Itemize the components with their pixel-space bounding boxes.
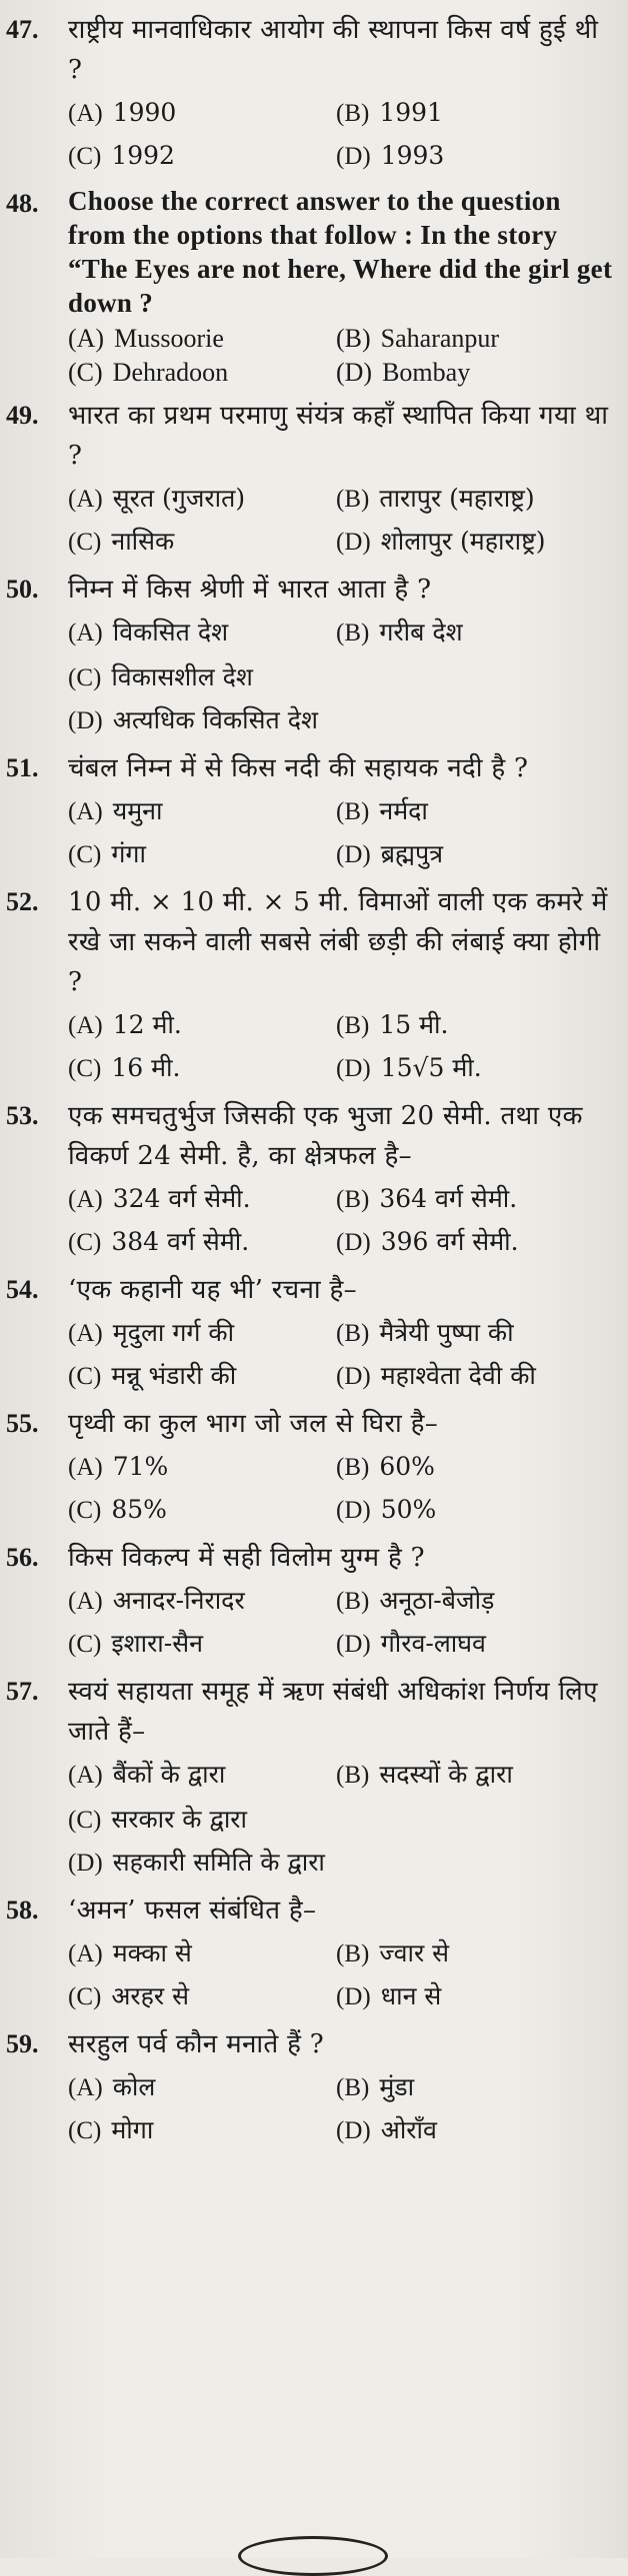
option-b[interactable]	[336, 1446, 614, 1489]
question-number: 51.	[6, 753, 39, 782]
option-text: 1990	[112, 98, 177, 127]
option-c[interactable]	[68, 1975, 336, 2018]
question-number: 50.	[6, 575, 39, 604]
question-text: राष्ट्रीय मानवाधिकार आयोग की स्थापना किस वर्ष हुई थी ?	[68, 15, 599, 85]
option-text: मृदुला गर्ग की	[112, 1318, 235, 1347]
question-number: 56.	[6, 1543, 39, 1572]
option-label: (A)	[68, 1320, 103, 1347]
options-grid	[68, 1446, 614, 1532]
option-b[interactable]	[336, 1178, 614, 1221]
option-label: (D)	[336, 1983, 371, 2010]
option-text: ब्रह्मपुत्र	[380, 839, 444, 868]
option-text: 1993	[380, 141, 445, 170]
options-grid	[68, 92, 614, 178]
option-label: (C)	[68, 143, 102, 170]
question-54	[6, 1270, 614, 1398]
option-text: धान से	[380, 1981, 442, 2010]
question-56	[6, 1538, 614, 1666]
options-grid	[68, 2066, 614, 2152]
options-grid	[68, 1178, 614, 1264]
options-grid	[68, 612, 614, 654]
question-text: किस विकल्प में सही विलोम युग्म है ?	[68, 1543, 425, 1573]
option-text: मैत्रेयी पुष्पा की	[379, 1318, 514, 1347]
option-text: 1992	[111, 141, 175, 170]
option-b[interactable]	[336, 1932, 614, 1975]
option-label: (B)	[336, 1186, 370, 1213]
option-label: (B)	[336, 324, 371, 353]
question-text: सरहुल पर्व कौन मनाते हैं ?	[68, 2029, 325, 2059]
option-label: (C)	[68, 664, 102, 691]
option-c[interactable]	[68, 135, 336, 178]
option-label: (B)	[336, 620, 370, 646]
option-text: 364 वर्ग सेमी.	[379, 1184, 518, 1213]
options-column	[68, 656, 614, 742]
question-55	[6, 1404, 614, 1532]
option-label: (C)	[68, 1807, 102, 1834]
option-d[interactable]	[336, 1489, 614, 1532]
option-b[interactable]	[336, 478, 614, 521]
option-label: (B)	[336, 2074, 370, 2101]
option-label: (B)	[336, 100, 370, 127]
option-text: 60%	[379, 1452, 435, 1481]
option-label: (D)	[336, 1363, 371, 1390]
option-d[interactable]	[68, 699, 614, 742]
option-label: (C)	[68, 1631, 102, 1658]
option-text: 12 मी.	[112, 1010, 182, 1039]
option-label: (A)	[68, 1588, 103, 1615]
option-label: (C)	[68, 358, 103, 387]
option-label: (C)	[68, 1497, 102, 1524]
option-text: 50%	[380, 1495, 437, 1524]
option-text: अनूठा-बेजोड़	[379, 1586, 495, 1615]
option-text: ओराँव	[380, 2115, 437, 2144]
option-text: 16 मी.	[111, 1053, 181, 1082]
options-grid	[68, 1004, 614, 1090]
option-c[interactable]	[68, 521, 336, 564]
options-grid	[68, 478, 614, 564]
option-label: (A)	[68, 100, 103, 127]
option-text: मोगा	[111, 2115, 154, 2144]
question-text: ‘अमन’ फसल संबंधित है–	[68, 1896, 317, 1926]
option-label: (D)	[68, 1850, 103, 1877]
option-label: (C)	[68, 2117, 102, 2144]
question-51	[6, 748, 614, 876]
option-c[interactable]	[68, 1047, 336, 1090]
option-text: 71%	[112, 1452, 169, 1481]
options-grid	[68, 322, 614, 390]
option-c[interactable]	[68, 2109, 336, 2152]
option-label: (B)	[336, 1588, 370, 1615]
option-b[interactable]	[336, 790, 614, 833]
question-47	[6, 10, 614, 178]
option-label: (B)	[336, 1762, 370, 1789]
option-label: (A)	[68, 486, 103, 513]
question-text: भारत का प्रथम परमाणु संयंत्र कहाँ स्थापित किया गया था ?	[68, 401, 609, 471]
question-53	[6, 1096, 614, 1264]
question-number: 54.	[6, 1275, 39, 1304]
option-label: (B)	[336, 486, 370, 513]
option-text: Saharanpur	[380, 324, 500, 353]
option-label: (A)	[68, 1186, 103, 1213]
option-text: 396 वर्ग सेमी.	[380, 1227, 519, 1256]
option-label: (A)	[68, 324, 105, 353]
option-label: (D)	[68, 707, 103, 734]
question-text: एक समचतुर्भुज जिसकी एक भुजा 20 सेमी. तथा एक विकर्ण 24 सेमी. है, का क्षेत्रफल है–	[68, 1101, 583, 1171]
option-label: (D)	[336, 1497, 371, 1524]
option-text: अत्यधिक विकसित देश	[112, 705, 318, 734]
question-text: 10 मी. × 10 मी. × 5 मी. विमाओं वाली एक कमरे में रखे जा सकने वाली सबसे लंबी छड़ी की लंबाई क्या होगी ?	[68, 887, 608, 997]
option-d[interactable]	[68, 1842, 614, 1885]
option-text: 15 मी.	[379, 1010, 449, 1039]
option-c[interactable]	[68, 1221, 336, 1264]
option-label: (D)	[336, 358, 373, 387]
option-text: नर्मदा	[379, 796, 428, 825]
option-label: (A)	[68, 620, 103, 646]
question-text: ‘एक कहानी यह भी’ रचना है–	[68, 1275, 357, 1305]
option-text: विकसित देश	[112, 618, 229, 646]
option-label: (C)	[68, 841, 102, 868]
option-a[interactable]	[68, 1004, 336, 1047]
question-text: निम्न में किस श्रेणी में भारत आता है ?	[68, 575, 432, 605]
option-b[interactable]	[336, 1312, 614, 1355]
option-text: Dehradoon	[112, 358, 229, 387]
option-a[interactable]	[68, 478, 336, 521]
option-text: गौरव-लाघव	[380, 1629, 486, 1658]
option-label: (B)	[336, 1320, 370, 1347]
option-d[interactable]	[336, 833, 614, 876]
option-text: 384 वर्ग सेमी.	[111, 1227, 250, 1256]
option-label: (D)	[336, 2117, 371, 2144]
option-c[interactable]	[68, 833, 336, 876]
option-a[interactable]	[68, 790, 336, 833]
question-52	[6, 882, 614, 1090]
option-d[interactable]	[336, 2109, 614, 2152]
option-text: ज्वार से	[379, 1938, 450, 1967]
option-text: सदस्यों के द्वारा	[379, 1760, 513, 1789]
option-text: Bombay	[382, 358, 471, 387]
question-number: 49.	[6, 401, 39, 430]
options-column	[68, 1799, 614, 1885]
option-text: इशारा-सैन	[111, 1629, 204, 1658]
question-text: स्वयं सहायता समूह में ऋण संबंधी अधिकांश निर्णय लिए जाते हैं–	[68, 1677, 598, 1747]
option-text: सूरत (गुजरात)	[112, 484, 246, 513]
question-text: चंबल निम्न में से किस नदी की सहायक नदी है ?	[68, 753, 529, 783]
option-text: 15√5 मी.	[380, 1053, 482, 1082]
option-c[interactable]	[68, 1799, 614, 1842]
question-48	[6, 184, 614, 390]
option-a[interactable]	[68, 1754, 336, 1797]
option-label: (D)	[336, 841, 371, 868]
option-label: (C)	[68, 1983, 102, 2010]
options-grid	[68, 1580, 614, 1666]
option-b[interactable]	[336, 1004, 614, 1047]
options-grid	[68, 1932, 614, 2018]
question-49	[6, 396, 614, 564]
option-b[interactable]	[336, 2066, 614, 2109]
option-label: (D)	[336, 1229, 371, 1256]
option-label: (B)	[336, 1012, 370, 1039]
option-a[interactable]	[68, 1446, 336, 1489]
option-a[interactable]	[68, 1580, 336, 1623]
option-b[interactable]	[336, 1754, 614, 1797]
option-c[interactable]	[68, 1355, 336, 1398]
question-58	[6, 1891, 614, 2018]
page-stamp	[238, 2536, 388, 2576]
option-label: (A)	[68, 1012, 103, 1039]
options-grid	[68, 1754, 614, 1797]
option-text: मक्का से	[112, 1938, 192, 1967]
question-59	[6, 2024, 614, 2152]
option-label: (C)	[68, 529, 102, 556]
option-c[interactable]	[68, 656, 614, 699]
question-number: 58.	[6, 1896, 39, 1925]
option-text: 324 वर्ग सेमी.	[112, 1184, 251, 1213]
option-d[interactable]	[336, 1623, 614, 1666]
question-number: 48.	[6, 189, 39, 218]
options-grid	[68, 1312, 614, 1398]
option-a[interactable]	[68, 1312, 336, 1355]
option-label: (A)	[68, 798, 103, 825]
option-a[interactable]	[68, 612, 336, 654]
question-number: 47.	[6, 15, 39, 44]
option-label: (D)	[336, 143, 371, 170]
option-b[interactable]	[336, 612, 614, 654]
option-text: नासिक	[111, 527, 175, 556]
option-label: (C)	[68, 1055, 102, 1082]
option-d[interactable]	[336, 1221, 614, 1264]
option-text: अरहर से	[111, 1981, 190, 2010]
option-text: अनादर-निरादर	[112, 1586, 245, 1615]
option-text: Mussoorie	[114, 324, 224, 353]
option-a[interactable]	[68, 1178, 336, 1221]
option-text: शोलापुर (महाराष्ट्र)	[380, 527, 546, 556]
option-d[interactable]	[336, 521, 614, 564]
option-label: (A)	[68, 1940, 103, 1967]
option-text: गरीब देश	[379, 618, 463, 646]
option-c[interactable]	[68, 1489, 336, 1532]
option-a[interactable]	[68, 92, 336, 135]
option-b[interactable]	[336, 92, 614, 135]
option-d[interactable]	[336, 1047, 614, 1090]
option-d[interactable]	[336, 1975, 614, 2018]
option-text: विकासशील देश	[111, 662, 253, 691]
option-text: यमुना	[112, 796, 163, 825]
option-a[interactable]	[68, 322, 336, 356]
option-text: मन्नू भंडारी की	[111, 1361, 237, 1390]
option-text: तारापुर (महाराष्ट्र)	[379, 484, 535, 513]
option-c[interactable]	[68, 1623, 336, 1666]
option-label: (C)	[68, 1363, 102, 1390]
option-b[interactable]	[336, 322, 614, 356]
option-d[interactable]	[336, 356, 614, 390]
option-label: (D)	[336, 1631, 371, 1658]
option-d[interactable]	[336, 1355, 614, 1398]
option-label: (A)	[68, 1762, 103, 1789]
question-50	[6, 570, 614, 742]
option-text: मुंडा	[379, 2072, 415, 2101]
question-number: 59.	[6, 2029, 39, 2058]
question-number: 57.	[6, 1677, 39, 1706]
question-text: Choose the correct answer to the question from the options that follow : In the story “The Eyes are not here, Where did the girl get down ?	[68, 186, 613, 318]
option-text: 1991	[379, 98, 443, 127]
option-label: (A)	[68, 1454, 103, 1481]
question-number: 55.	[6, 1409, 39, 1438]
option-text: 85%	[111, 1495, 167, 1524]
option-label: (B)	[336, 798, 370, 825]
option-label: (D)	[336, 529, 371, 556]
option-text: कोल	[112, 2072, 156, 2101]
option-b[interactable]	[336, 1580, 614, 1623]
question-57	[6, 1672, 614, 1885]
option-label: (B)	[336, 1940, 370, 1967]
option-c[interactable]	[68, 356, 336, 390]
option-label: (C)	[68, 1229, 102, 1256]
option-a[interactable]	[68, 2066, 336, 2109]
option-a[interactable]	[68, 1932, 336, 1975]
options-grid	[68, 790, 614, 876]
option-text: गंगा	[111, 839, 146, 868]
option-label: (B)	[336, 1454, 370, 1481]
option-text: महाश्वेता देवी की	[380, 1361, 536, 1390]
question-number: 53.	[6, 1101, 39, 1130]
option-text: सरकार के द्वारा	[111, 1805, 247, 1834]
question-text: पृथ्वी का कुल भाग जो जल से घिरा है–	[68, 1409, 439, 1439]
option-d[interactable]	[336, 135, 614, 178]
option-label: (D)	[336, 1055, 371, 1082]
option-label: (A)	[68, 2074, 103, 2101]
option-text: सहकारी समिति के द्वारा	[112, 1848, 325, 1877]
option-text: बैंकों के द्वारा	[112, 1760, 226, 1789]
question-number: 52.	[6, 887, 39, 916]
